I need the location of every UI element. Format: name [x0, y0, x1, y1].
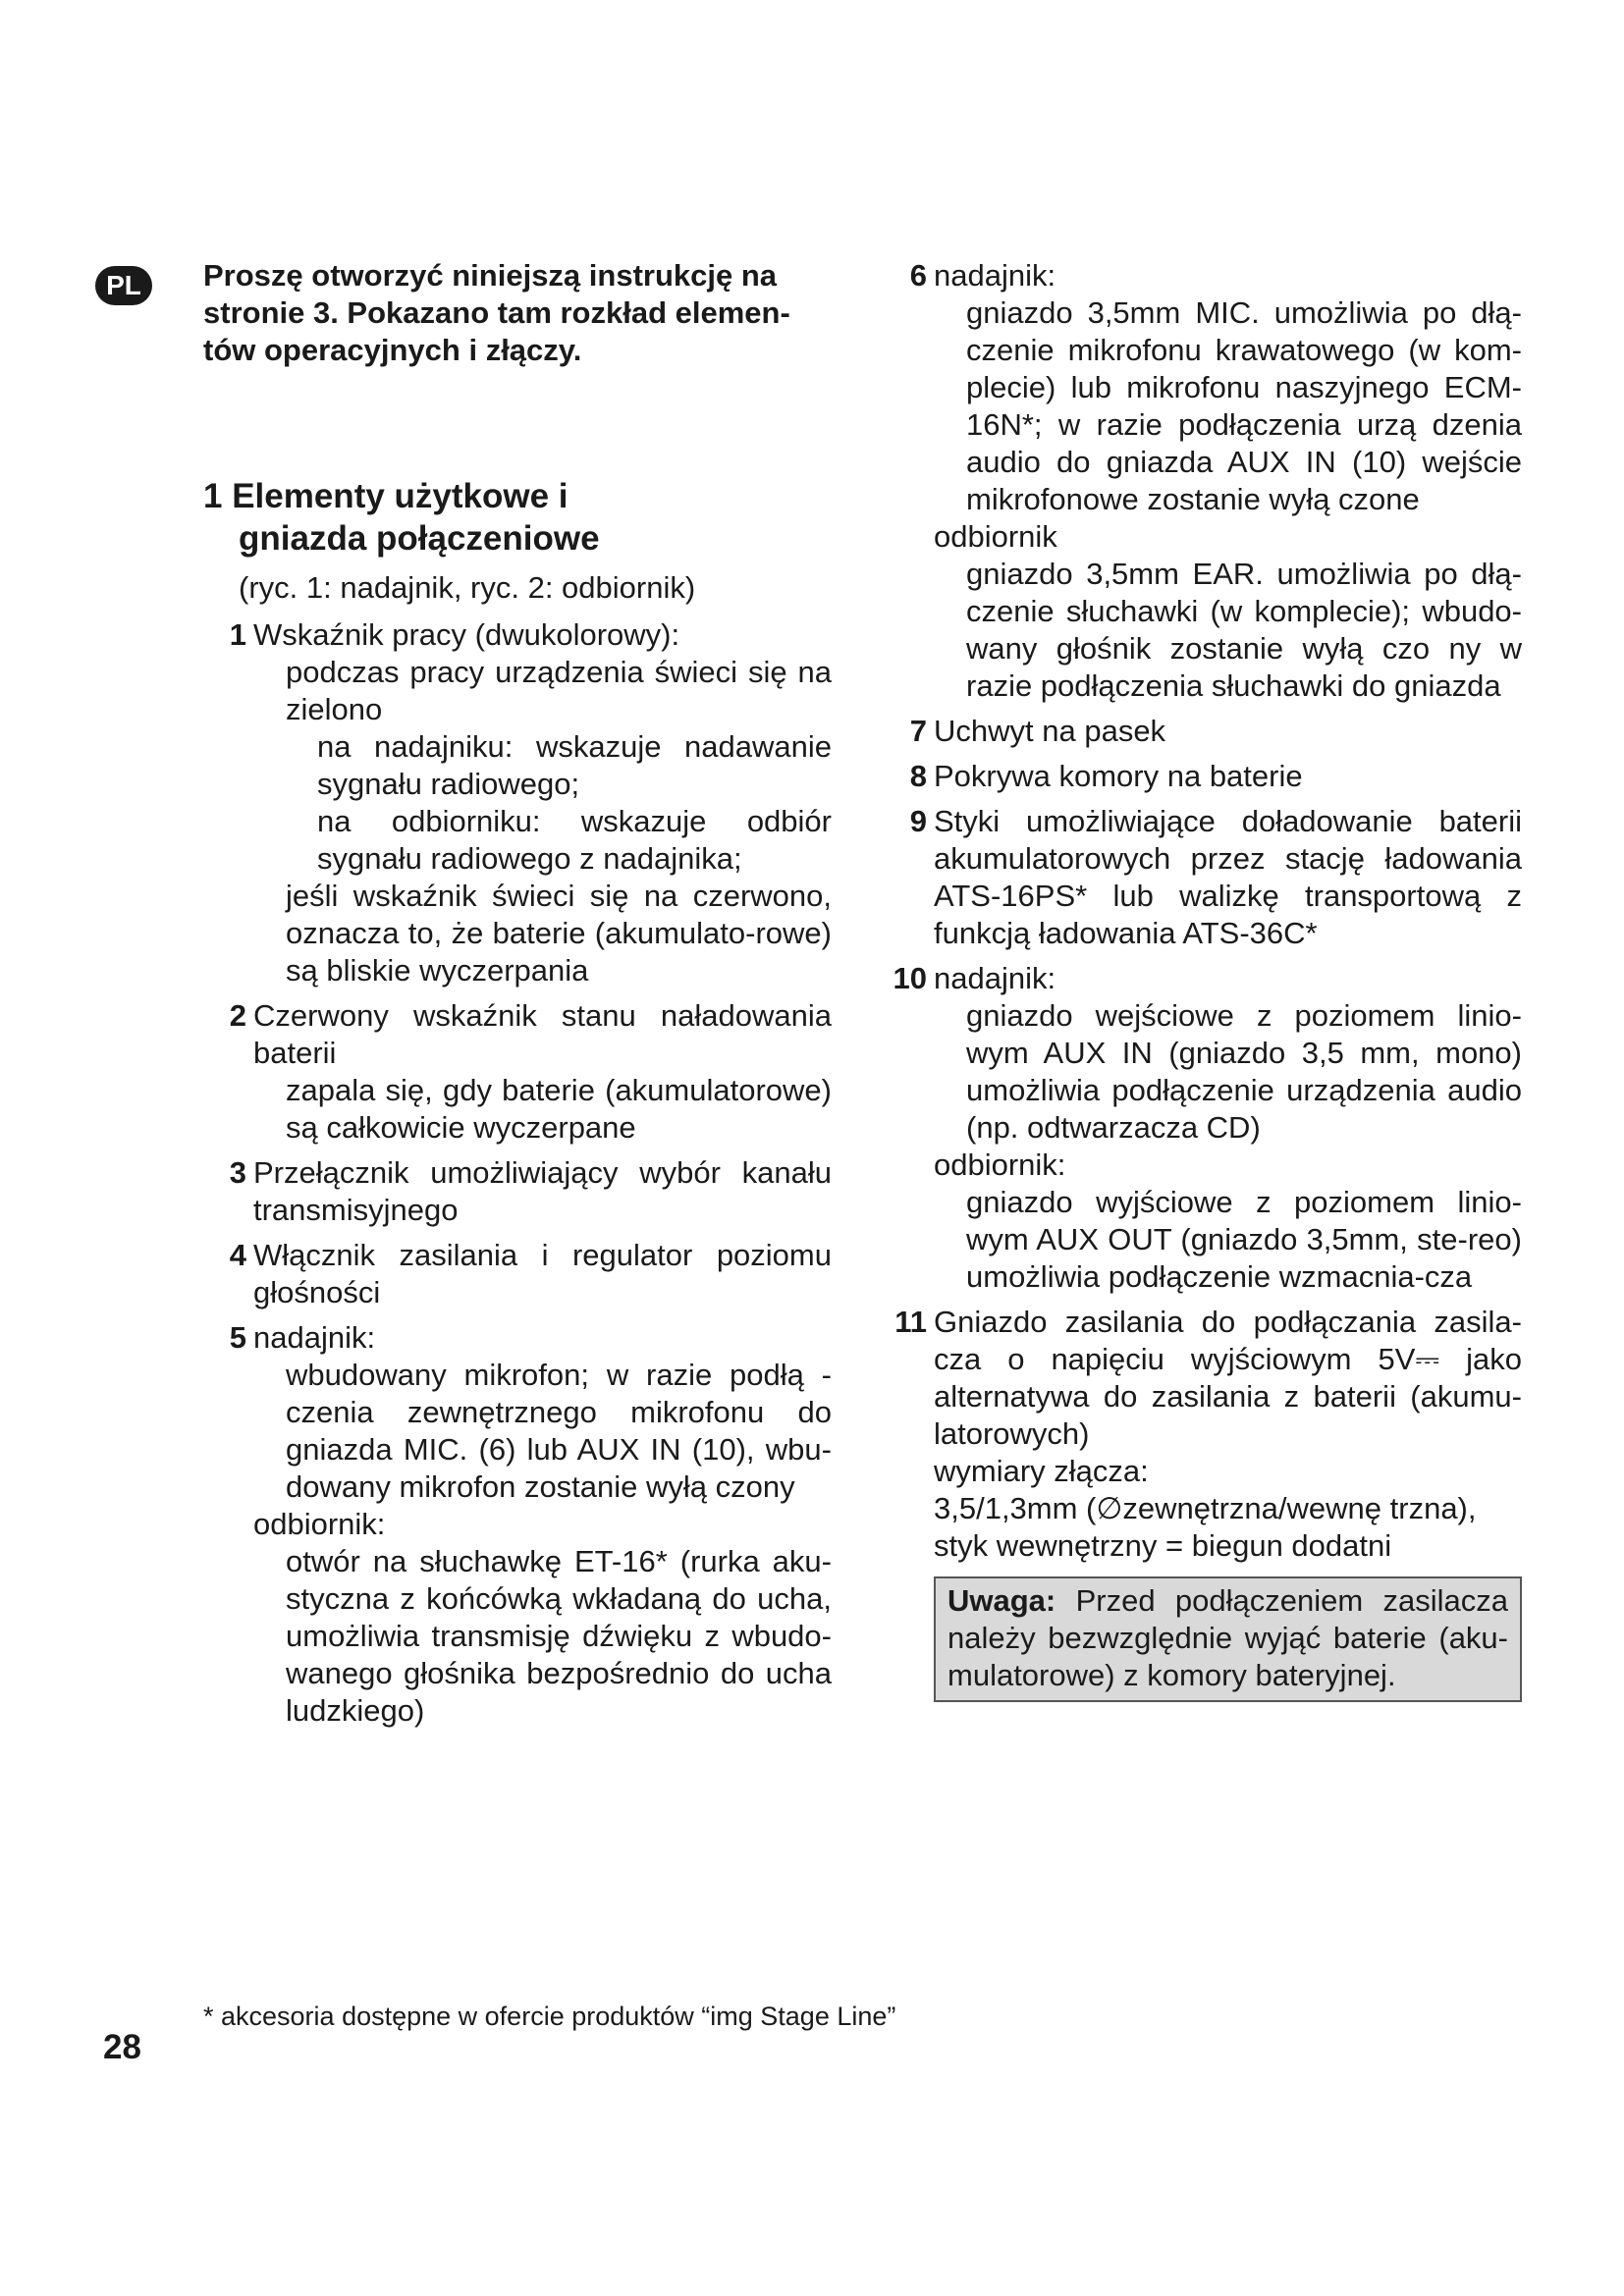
item-number: 10 [893, 961, 927, 995]
item-text: gniazdo wejściowe z poziomem linio-wym AUX IN (gniazdo 3,5 mm, mono) umożliwia podłączenie urządzenia audio (np. odtwarzacza CD) [966, 998, 1522, 1145]
item-number: 3 [229, 1155, 246, 1190]
item-number: 11 [894, 1305, 927, 1339]
section-title [203, 475, 832, 560]
section-title-line1: 1 Elementy użytkowe i [203, 477, 568, 515]
item-title: Pokrywa komory na baterie [934, 759, 1303, 793]
item-text: wbudowany mikrofon; w razie podłą - czenia zewnętrznego mikrofonu do gniazda MIC. (6) lub AUX IN (10), wbu-dowany mikrofon zostanie wyłą czony [286, 1358, 832, 1504]
item-9 [884, 803, 1522, 952]
item-5 [203, 1319, 832, 1730]
footnote: * akcesoria dostępne w ofercie produktów “img Stage Line” [203, 2002, 896, 2031]
item-text: podczas pracy urządzenia świeci się na zielono [286, 655, 832, 726]
item-title: nadajnik: [934, 961, 1056, 995]
item-title: nadajnik: [253, 1320, 376, 1355]
item-11 [884, 1304, 1522, 1565]
intro-line: stronie 3. Pokazano tam rozkład elemen- [203, 295, 790, 330]
item-subheading: odbiornik [934, 519, 1057, 554]
item-6 [884, 257, 1522, 705]
item-1 [203, 616, 832, 989]
item-subheading: odbiornik: [934, 1148, 1066, 1182]
item-text: gniazdo 3,5mm MIC. umożliwia po dłą-czenie mikrofonu krawatowego (w kom-plecie) lub mikrofonu naszyjnego ECM-16N*; w razie podłączenia urzą dzenia audio do gniazda AUX IN (10) wejście mikrofonowe zostanie wyłą czone [966, 295, 1522, 516]
item-title: Włącznik zasilania i regulator poziomu głośności [253, 1238, 832, 1309]
language-badge: PL [95, 266, 152, 305]
item-number: 6 [909, 258, 927, 293]
item-title: Gniazdo zasilania do podłączania zasila-cza o napięciu wyjściowym 5V⎓ jako alternatywa do zasilania z baterii (akumu-latorowych) [934, 1305, 1522, 1451]
intro-paragraph [203, 257, 832, 369]
item-text: zapala się, gdy baterie (akumulatorowe) są całkowicie wyczerpane [286, 1073, 832, 1145]
item-2 [203, 997, 832, 1147]
item-number: 4 [229, 1238, 246, 1272]
item-7 [884, 713, 1522, 750]
warning-note-text: Przed podłączeniem zasilacza należy bezwzględnie wyjąć baterie (aku-mulatorowe) z komory bateryjnej. [947, 1583, 1508, 1692]
left-column [203, 257, 832, 1730]
item-title: nadajnik: [934, 258, 1056, 293]
item-text: wymiary złącza: [934, 1454, 1149, 1488]
item-number: 2 [229, 998, 246, 1033]
section-title-line2: gniazda połączeniowe [239, 519, 600, 558]
item-title: Czerwony wskaźnik stanu naładowania baterii [253, 998, 832, 1070]
intro-line: Proszę otworzyć niniejszą instrukcję na [203, 258, 778, 293]
item-title: Uchwyt na pasek [934, 714, 1166, 748]
item-text: 3,5/1,3mm (∅zewnętrzna/wewnę trzna), [934, 1491, 1477, 1525]
item-subheading: odbiornik: [253, 1507, 386, 1541]
warning-note-label: Uwaga: [947, 1583, 1056, 1618]
item-text: gniazdo wyjściowe z poziomem linio-wym AUX OUT (gniazdo 3,5mm, ste-reo) umożliwia podłączenie wzmacnia-cza [966, 1185, 1522, 1294]
item-number: 8 [909, 759, 927, 793]
item-text: na nadajniku: wskazuje nadawanie sygnału radiowego; [317, 729, 832, 801]
item-number: 1 [229, 617, 246, 652]
item-number: 5 [229, 1320, 246, 1355]
warning-note-box [934, 1576, 1522, 1702]
item-8 [884, 758, 1522, 795]
item-text: gniazdo 3,5mm EAR. umożliwia po dłą-czenie słuchawki (w komplecie); wbudo-wany głośnik zostanie wyłą czo ny w razie podłączenia słuchawki do gniazda [966, 557, 1522, 703]
item-title: Wskaźnik pracy (dwukolorowy): [253, 617, 680, 652]
item-title: Styki umożliwiające doładowanie baterii akumulatorowych przez stację ładowania ATS-16PS* lub walizkę transportową z funkcją ładowania ATS-36C* [934, 804, 1522, 950]
item-text: styk wewnętrzny = biegun dodatni [934, 1528, 1392, 1563]
right-column [884, 257, 1522, 1702]
page-number: 28 [103, 2028, 141, 2066]
intro-line: tów operacyjnych i złączy. [203, 333, 582, 367]
item-4 [203, 1237, 832, 1311]
item-3 [203, 1154, 832, 1229]
item-10 [884, 960, 1522, 1296]
item-number: 7 [909, 714, 927, 748]
item-title: Przełącznik umożliwiający wybór kanału transmisyjnego [253, 1155, 832, 1227]
item-text: na odbiorniku: wskazuje odbiór sygnału radiowego z nadajnika; [317, 804, 832, 876]
item-text: jeśli wskaźnik świeci się na czerwono, oznacza to, że baterie (akumulato-rowe) są bliskie wyczerpania [286, 879, 832, 988]
item-text: otwór na słuchawkę ET-16* (rurka aku-styczna z końcówką wkładaną do ucha, umożliwia transmisję dźwięku z wbudo-wanego głośnika bezpośrednio do ucha ludzkiego) [286, 1544, 832, 1728]
item-number: 9 [909, 804, 927, 838]
section-subtitle: (ryc. 1: nadajnik, ryc. 2: odbiornik) [239, 570, 696, 605]
